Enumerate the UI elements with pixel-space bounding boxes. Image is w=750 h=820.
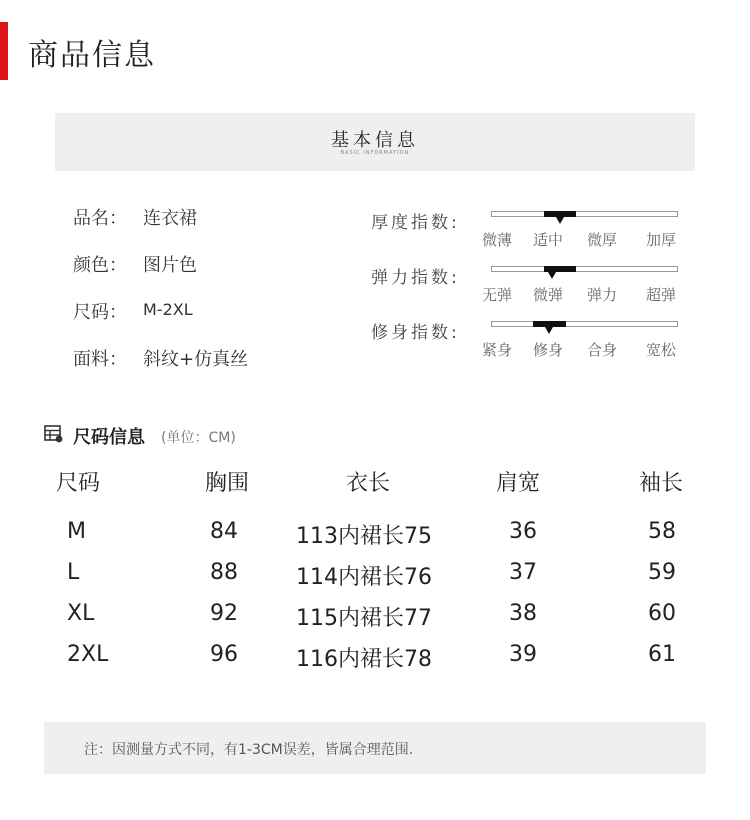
size-table-cell: 113内裙长75: [296, 524, 432, 549]
page-title: 商品信息: [28, 38, 156, 73]
elasticity-option-selected: 微弹: [533, 286, 564, 304]
basic-info-subtitle: BASIC INFORMATION: [340, 150, 410, 156]
size-table-cell: 115内裙长77: [296, 606, 432, 631]
elasticity-marker-icon: [548, 272, 556, 279]
size-table-cell: 96: [210, 642, 238, 667]
size-table-cell: 61: [648, 642, 676, 667]
thickness-option: 微厚: [587, 231, 618, 249]
info-value-color: 图片色: [143, 255, 197, 276]
size-table-header: 袖长: [639, 471, 684, 496]
fit-index-label: 修身指数:: [371, 323, 460, 343]
basic-info-banner: [55, 113, 695, 171]
size-table-cell: M: [67, 519, 86, 544]
info-value-size: M-2XL: [143, 300, 193, 319]
size-info-title: 尺码信息: [73, 427, 145, 448]
fit-option-selected: 修身: [533, 341, 564, 359]
size-table-header: 肩宽: [496, 471, 541, 496]
size-table-cell: 39: [509, 642, 537, 667]
size-table-cell: 84: [210, 519, 238, 544]
thickness-index-track: [491, 211, 678, 217]
elasticity-index-track: [491, 266, 678, 272]
fit-index-track: [491, 321, 678, 327]
fit-option: 宽松: [646, 341, 677, 359]
elasticity-option: 超弹: [646, 286, 677, 304]
info-label-name: 品名：: [73, 208, 127, 229]
thickness-option: 加厚: [646, 231, 677, 249]
fit-option: 紧身: [482, 341, 513, 359]
size-table-header: 胸围: [205, 471, 250, 496]
size-table-header: 衣长: [346, 471, 391, 496]
thickness-option: 微薄: [482, 231, 513, 249]
size-table-cell: XL: [67, 601, 95, 626]
size-table-cell: 58: [648, 519, 676, 544]
size-table-cell: 92: [210, 601, 238, 626]
size-table-cell: 59: [648, 560, 676, 585]
thickness-option-selected: 适中: [533, 231, 564, 249]
info-value-fabric: 斜纹+仿真丝: [143, 349, 249, 370]
size-table-cell: 37: [509, 560, 537, 585]
measurement-note-box: [44, 722, 706, 774]
fit-option: 合身: [587, 341, 618, 359]
size-table-cell: L: [67, 560, 80, 585]
fit-marker-icon: [545, 327, 553, 334]
size-table-header: 尺码: [56, 471, 101, 496]
thickness-index-label: 厚度指数:: [371, 213, 460, 233]
elasticity-option: 弹力: [587, 286, 618, 304]
size-table-cell: 60: [648, 601, 676, 626]
info-label-fabric: 面料：: [73, 349, 127, 370]
measurement-note: 注：因测量方式不同，有1-3CM误差，皆属合理范围.: [84, 742, 414, 758]
size-table-cell: 38: [509, 601, 537, 626]
info-label-size: 尺码：: [73, 302, 127, 323]
basic-info-title: 基本信息: [331, 130, 419, 151]
elasticity-index-label: 弹力指数:: [371, 268, 460, 288]
size-table-cell: 2XL: [67, 642, 109, 667]
info-value-name: 连衣裙: [143, 208, 197, 229]
title-accent-bar: [0, 22, 8, 80]
size-table-cell: 88: [210, 560, 238, 585]
size-info-unit: (单位：CM): [161, 430, 236, 446]
ruler-table-icon: [44, 424, 63, 443]
elasticity-option: 无弹: [482, 286, 513, 304]
size-table-cell: 114内裙长76: [296, 565, 432, 590]
thickness-marker-icon: [556, 217, 564, 224]
size-table-cell: 116内裙长78: [296, 647, 432, 672]
size-table-cell: 36: [509, 519, 537, 544]
info-label-color: 颜色：: [73, 255, 127, 276]
